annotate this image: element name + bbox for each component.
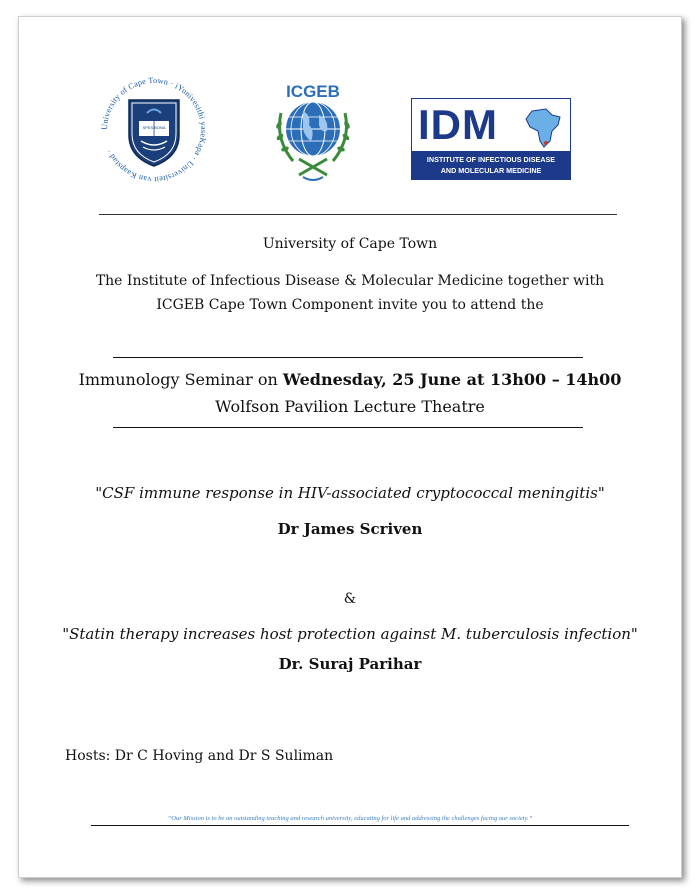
talk-2-title: "Statin therapy increases host protection against M. tuberculosis infection": [62, 625, 638, 643]
talk-separator: &: [343, 591, 357, 607]
icgeb-globe-icon: [263, 79, 363, 189]
uct-seal-icon: [99, 73, 209, 188]
talk-1-title: "CSF immune response in HIV-associated cryptococcal meningitis": [95, 484, 605, 502]
idm-logo-text: IDM: [418, 101, 498, 148]
hosts-line: Hosts: Dr C Hoving and Dr S Suliman: [65, 748, 334, 764]
seminar-venue: Wolfson Pavilion Lecture Theatre: [215, 397, 485, 416]
uct-ring-text: University of Cape Town · iYunivesithi yaseKapa · Universiteit van Kaapstad ·: [99, 75, 209, 185]
uct-book-text: SPES BONA: [142, 125, 166, 130]
seminar-bottom-divider: [113, 427, 583, 428]
idm-logo: [411, 98, 571, 180]
icgeb-logo-text: ICGEB: [286, 82, 340, 101]
invite-line-2: ICGEB Cape Town Component invite you to attend the: [156, 297, 544, 313]
header-divider: [99, 214, 617, 215]
talk-2-speaker: Dr. Suraj Parihar: [278, 655, 422, 673]
africa-map-icon: [522, 105, 566, 149]
university-name: University of Cape Town: [262, 236, 438, 252]
seminar-top-divider: [113, 357, 583, 358]
idm-subtitle-line1: INSTITUTE OF INFECTIOUS DISEASE: [426, 155, 556, 164]
footer-divider: [91, 825, 629, 826]
mission-statement: “Our Mission is to be an outstanding teaching and research university, educating for life and addressing the challenges facing our society.”: [167, 815, 533, 822]
talk-1-speaker: Dr James Scriven: [277, 520, 423, 538]
uct-logo: [99, 73, 209, 188]
invite-line-1: The Institute of Infectious Disease & Molecular Medicine together with: [95, 273, 605, 289]
icgeb-logo: [263, 79, 363, 189]
seminar-date-time: Wednesday, 25 June at 13h00 – 14h00: [282, 370, 622, 389]
flyer-page: [18, 16, 682, 878]
seminar-prefix: Immunology Seminar on: [78, 370, 283, 389]
seminar-line: [19, 370, 681, 389]
idm-subtitle-band: [412, 151, 570, 179]
idm-subtitle-line2: AND MOLECULAR MEDICINE: [440, 166, 542, 175]
